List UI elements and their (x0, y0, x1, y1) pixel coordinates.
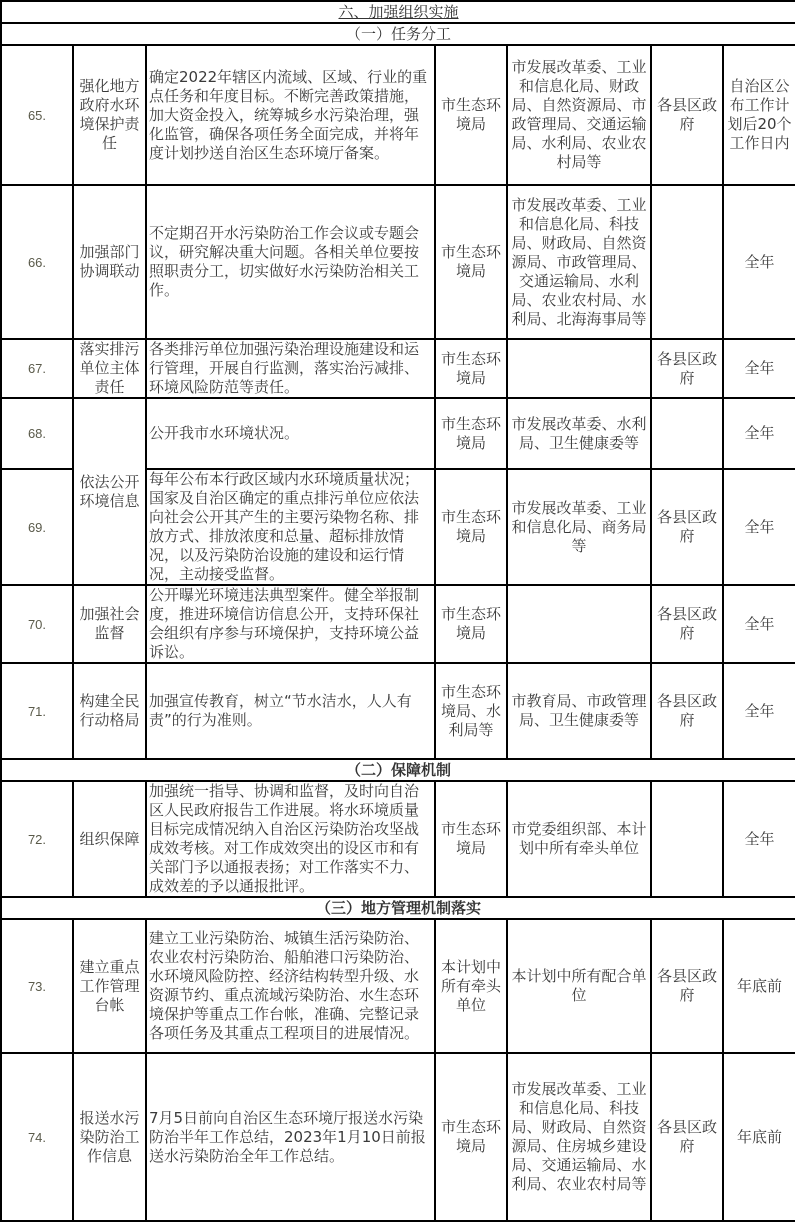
responsible-unit: 各县区政府 (651, 339, 723, 398)
responsible-unit: 各县区政府 (651, 469, 723, 585)
task-name: 加强部门协调联动 (73, 185, 146, 339)
cooperating-units: 市发展改革委、工业和信息化局、财政局、自然资源局、市政管理局、交通运输局、水利局、农业农村局等 (507, 45, 651, 185)
row-number: 65. (1, 45, 73, 185)
row-number: 66. (1, 185, 73, 339)
lead-unit: 市生态环境局 (435, 585, 507, 663)
deadline: 年底前 (723, 919, 795, 1053)
cooperating-units: 市发展改革委、工业和信息化局、商务局等 (507, 469, 651, 585)
row-number: 70. (1, 585, 73, 663)
lead-unit: 本计划中所有牵头单位 (435, 919, 507, 1053)
task-name: 加强社会监督 (73, 585, 146, 663)
row-number: 72. (1, 781, 73, 897)
deadline: 全年 (723, 339, 795, 398)
lead-unit: 市生态环境局 (435, 45, 507, 185)
row-number: 67. (1, 339, 73, 398)
row-number: 74. (1, 1053, 73, 1221)
cooperating-units: 市教育局、市政管理局、卫生健康委等 (507, 663, 651, 759)
table-row (1, 585, 795, 663)
table-row (1, 45, 795, 185)
table-row (1, 1053, 795, 1221)
task-name: 组织保障 (73, 781, 146, 897)
task-content: 每年公布本行政区域内水环境质量状况；国家及自治区确定的重点排污单位应依法向社会公开其产生的主要污染物名称、排放方式、排放浓度和总量、超标排放情况，以及污染防治设施的建设和运行情况，主动接受监督。 (146, 469, 435, 585)
task-content: 确定2022年辖区内流域、区域、行业的重点任务和年度目标。不断完善政策措施，加大资金投入，统筹城乡水污染治理，强化监管，确保各项任务全面完成，并将年度计划抄送自治区生态环境厅备案。 (146, 45, 435, 185)
task-content: 7月5日前向自治区生态环境厅报送水污染防治半年工作总结，2023年1月10日前报送水污染防治全年工作总结。 (146, 1053, 435, 1221)
table-row (1, 663, 795, 759)
subsection-heading-local-management: （三）地方管理机制落实 (1, 897, 795, 919)
lead-unit: 市生态环境局 (435, 781, 507, 897)
task-content: 公开我市水环境状况。 (146, 398, 435, 469)
responsible-unit: 各县区政府 (651, 919, 723, 1053)
subsection-heading-safeguard-mechanism: （二）保障机制 (1, 759, 795, 781)
lead-unit: 市生态环境局 (435, 339, 507, 398)
task-name: 强化地方政府水环境保护责任 (73, 45, 146, 185)
task-name: 构建全民行动格局 (73, 663, 146, 759)
responsible-unit: 各县区政府 (651, 1053, 723, 1221)
deadline: 年底前 (723, 1053, 795, 1221)
task-content: 不定期召开水污染防治工作会议或专题会议，研究解决重大问题。各相关单位要按照职责分工，切实做好水污染防治相关工作。 (146, 185, 435, 339)
table-row (1, 398, 795, 469)
lead-unit: 市生态环境局 (435, 1053, 507, 1221)
cooperating-units: 市发展改革委、水利局、卫生健康委等 (507, 398, 651, 469)
responsible-unit: 各县区政府 (651, 45, 723, 185)
task-content: 建立工业污染防治、城镇生活污染防治、农业农村污染防治、船舶港口污染防治、水环境风险防控、经济结构转型升级、水资源节约、重点流域污染防治、水生态环境保护等重点工作台帐，准确、完整记录各项任务及其重点工程项目的进展情况。 (146, 919, 435, 1053)
subsection-heading-task-division: （一）任务分工 (1, 23, 795, 45)
task-content: 各类排污单位加强污染治理设施建设和运行管理，开展自行监测，落实治污减排、环境风险防范等责任。 (146, 339, 435, 398)
deadline: 全年 (723, 781, 795, 897)
task-name: 落实排污单位主体责任 (73, 339, 146, 398)
task-content: 加强宣传教育，树立“节水洁水，人人有责”的行为准则。 (146, 663, 435, 759)
task-name: 报送水污染防治工作信息 (73, 1053, 146, 1221)
cooperating-units: 市党委组织部、本计划中所有牵头单位 (507, 781, 651, 897)
row-number: 71. (1, 663, 73, 759)
task-content: 公开曝光环境违法典型案件。健全举报制度，推进环境信访信息公开，支持环保社会组织有序参与环境保护，支持环境公益诉讼。 (146, 585, 435, 663)
responsible-unit (651, 398, 723, 469)
deadline: 全年 (723, 585, 795, 663)
deadline: 全年 (723, 185, 795, 339)
cooperating-units: 市发展改革委、工业和信息化局、科技局、财政局、自然资源局、住房城乡建设局、交通运输局、水利局、农业农村局等 (507, 1053, 651, 1221)
cooperating-units: 本计划中所有配合单位 (507, 919, 651, 1053)
lead-unit: 市生态环境局 (435, 469, 507, 585)
table-row (1, 185, 795, 339)
task-name: 建立重点工作管理台帐 (73, 919, 146, 1053)
lead-unit: 市生态环境局、水利局等 (435, 663, 507, 759)
row-number: 69. (1, 469, 73, 585)
deadline: 自治区公布工作计划后20个工作日内 (723, 45, 795, 185)
cooperating-units (507, 339, 651, 398)
document-section-title: 六、加强组织实施 (1, 1, 795, 23)
lead-unit: 市生态环境局 (435, 185, 507, 339)
task-content: 加强统一指导、协调和监督，及时向自治区人民政府报告工作进展。将水环境质量目标完成情况纳入自治区污染防治攻坚战成效考核。对工作成效突出的设区市和有关部门予以通报表扬；对工作落实不力、成效差的予以通报批评。 (146, 781, 435, 897)
table-row (1, 781, 795, 897)
table-row (1, 919, 795, 1053)
table-row (1, 339, 795, 398)
deadline: 全年 (723, 663, 795, 759)
cooperating-units (507, 585, 651, 663)
cooperating-units: 市发展改革委、工业和信息化局、科技局、财政局、自然资源局、市政管理局、交通运输局、水利局、农业农村局、水利局、北海海事局等 (507, 185, 651, 339)
responsible-unit (651, 185, 723, 339)
row-number: 73. (1, 919, 73, 1053)
deadline: 全年 (723, 398, 795, 469)
responsible-unit: 各县区政府 (651, 585, 723, 663)
responsible-unit: 各县区政府 (651, 663, 723, 759)
row-number: 68. (1, 398, 73, 469)
responsible-unit (651, 781, 723, 897)
deadline: 全年 (723, 469, 795, 585)
task-name: 依法公开环境信息 (73, 398, 146, 585)
lead-unit: 市生态环境局 (435, 398, 507, 469)
